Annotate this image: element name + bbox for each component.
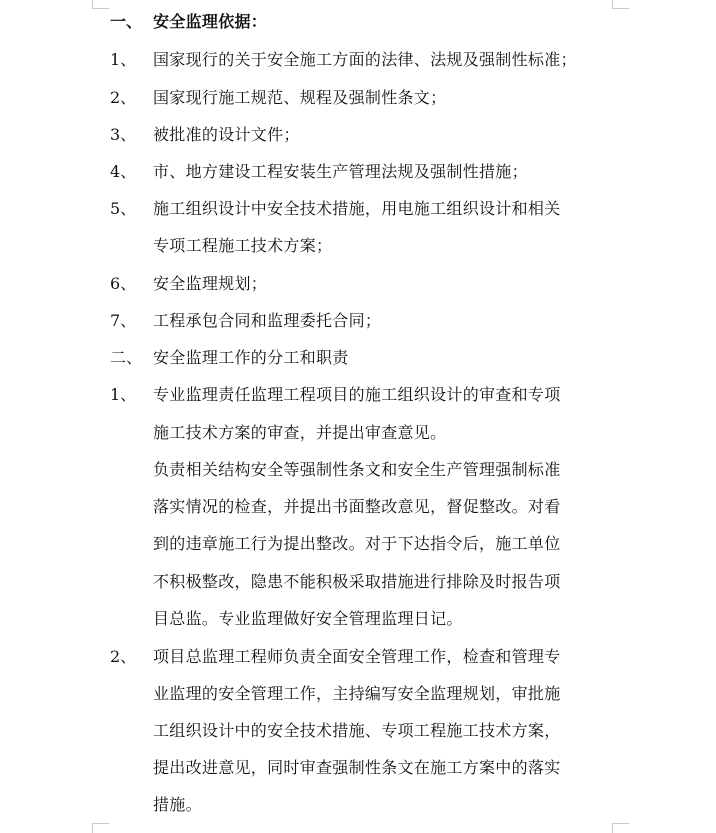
list-item-continuation: [0, 786, 716, 824]
item-text: 负责相关结构安全等强制性条文和安全生产管理强制标准: [153, 460, 561, 479]
list-item-continuation: [0, 600, 716, 638]
list-item-continuation: [0, 749, 716, 787]
item-number: 5、: [110, 199, 137, 218]
item-text: 不积极整改，隐患不能积极采取措施进行排除及时报告项: [153, 572, 561, 591]
item-text: 国家现行施工规范、规程及强制性条文；: [153, 88, 447, 107]
list-item: [0, 190, 716, 228]
section-heading: [0, 3, 716, 41]
crop-mark: [92, 823, 93, 833]
list-item: [0, 116, 716, 154]
item-number: 3、: [110, 125, 137, 144]
list-item-continuation: [0, 414, 716, 452]
item-text: 专业监理责任监理工程项目的施工组织设计的审查和专项: [153, 385, 561, 404]
list-item: [0, 302, 716, 340]
item-text: 工程承包合同和监理委托合同；: [153, 311, 382, 330]
list-item: [0, 638, 716, 676]
list-item-continuation: [0, 525, 716, 563]
list-item-continuation: [0, 563, 716, 601]
item-text: 国家现行的关于安全施工方面的法律、法规及强制性标准；: [153, 50, 577, 69]
list-item-continuation: [0, 675, 716, 713]
item-text: 市、地方建设工程安装生产管理法规及强制性措施；: [153, 162, 528, 181]
item-text: 安全监理规划；: [153, 274, 268, 293]
item-text: 工组织设计中的安全技术措施、专项工程施工技术方案，: [153, 721, 561, 740]
item-text: 业监理的安全管理工作，主持编写安全监理规划，审批施: [153, 684, 561, 703]
item-number: 2、: [110, 88, 137, 107]
item-text: 提出改进意见，同时审查强制性条文在施工方案中的落实: [153, 758, 561, 777]
list-item-continuation: [0, 451, 716, 489]
item-number: 4、: [110, 162, 137, 181]
item-text: 项目总监理工程师负责全面安全管理工作，检查和管理专: [153, 647, 561, 666]
item-text: 施工技术方案的审查，并提出审查意见。: [153, 423, 447, 442]
list-item-continuation: [0, 488, 716, 526]
list-item: [0, 153, 716, 191]
list-item: [0, 41, 716, 79]
list-item-continuation: [0, 227, 716, 265]
list-item: [0, 79, 716, 117]
list-item: [0, 376, 716, 414]
item-text: 到的违章施工行为提出整改。对于下达指令后，施工单位: [153, 534, 561, 553]
item-text: 专项工程施工技术方案；: [153, 236, 333, 255]
section-title: 安全监理工作的分工和职责: [153, 348, 349, 367]
item-number: 1、: [110, 50, 137, 69]
list-item: [0, 265, 716, 303]
item-number: 1、: [110, 385, 137, 404]
list-item-continuation: [0, 712, 716, 750]
item-number: 7、: [110, 311, 137, 330]
crop-mark: [612, 823, 613, 833]
item-text: 目总监。专业监理做好安全管理监理日记。: [153, 609, 463, 628]
section-heading: [0, 339, 716, 377]
item-text: 被批准的设计文件；: [153, 125, 300, 144]
item-text: 落实情况的检查，并提出书面整改意见，督促整改。对看: [153, 497, 561, 516]
item-text: 措施。: [153, 795, 202, 814]
item-text: 施工组织设计中安全技术措施，用电施工组织设计和相关: [153, 199, 561, 218]
section-number: 二、: [110, 348, 143, 367]
section-number: 一、: [110, 12, 143, 31]
item-number: 2、: [110, 647, 137, 666]
item-number: 6、: [110, 274, 137, 293]
section-title: 安全监理依据：: [153, 12, 268, 31]
